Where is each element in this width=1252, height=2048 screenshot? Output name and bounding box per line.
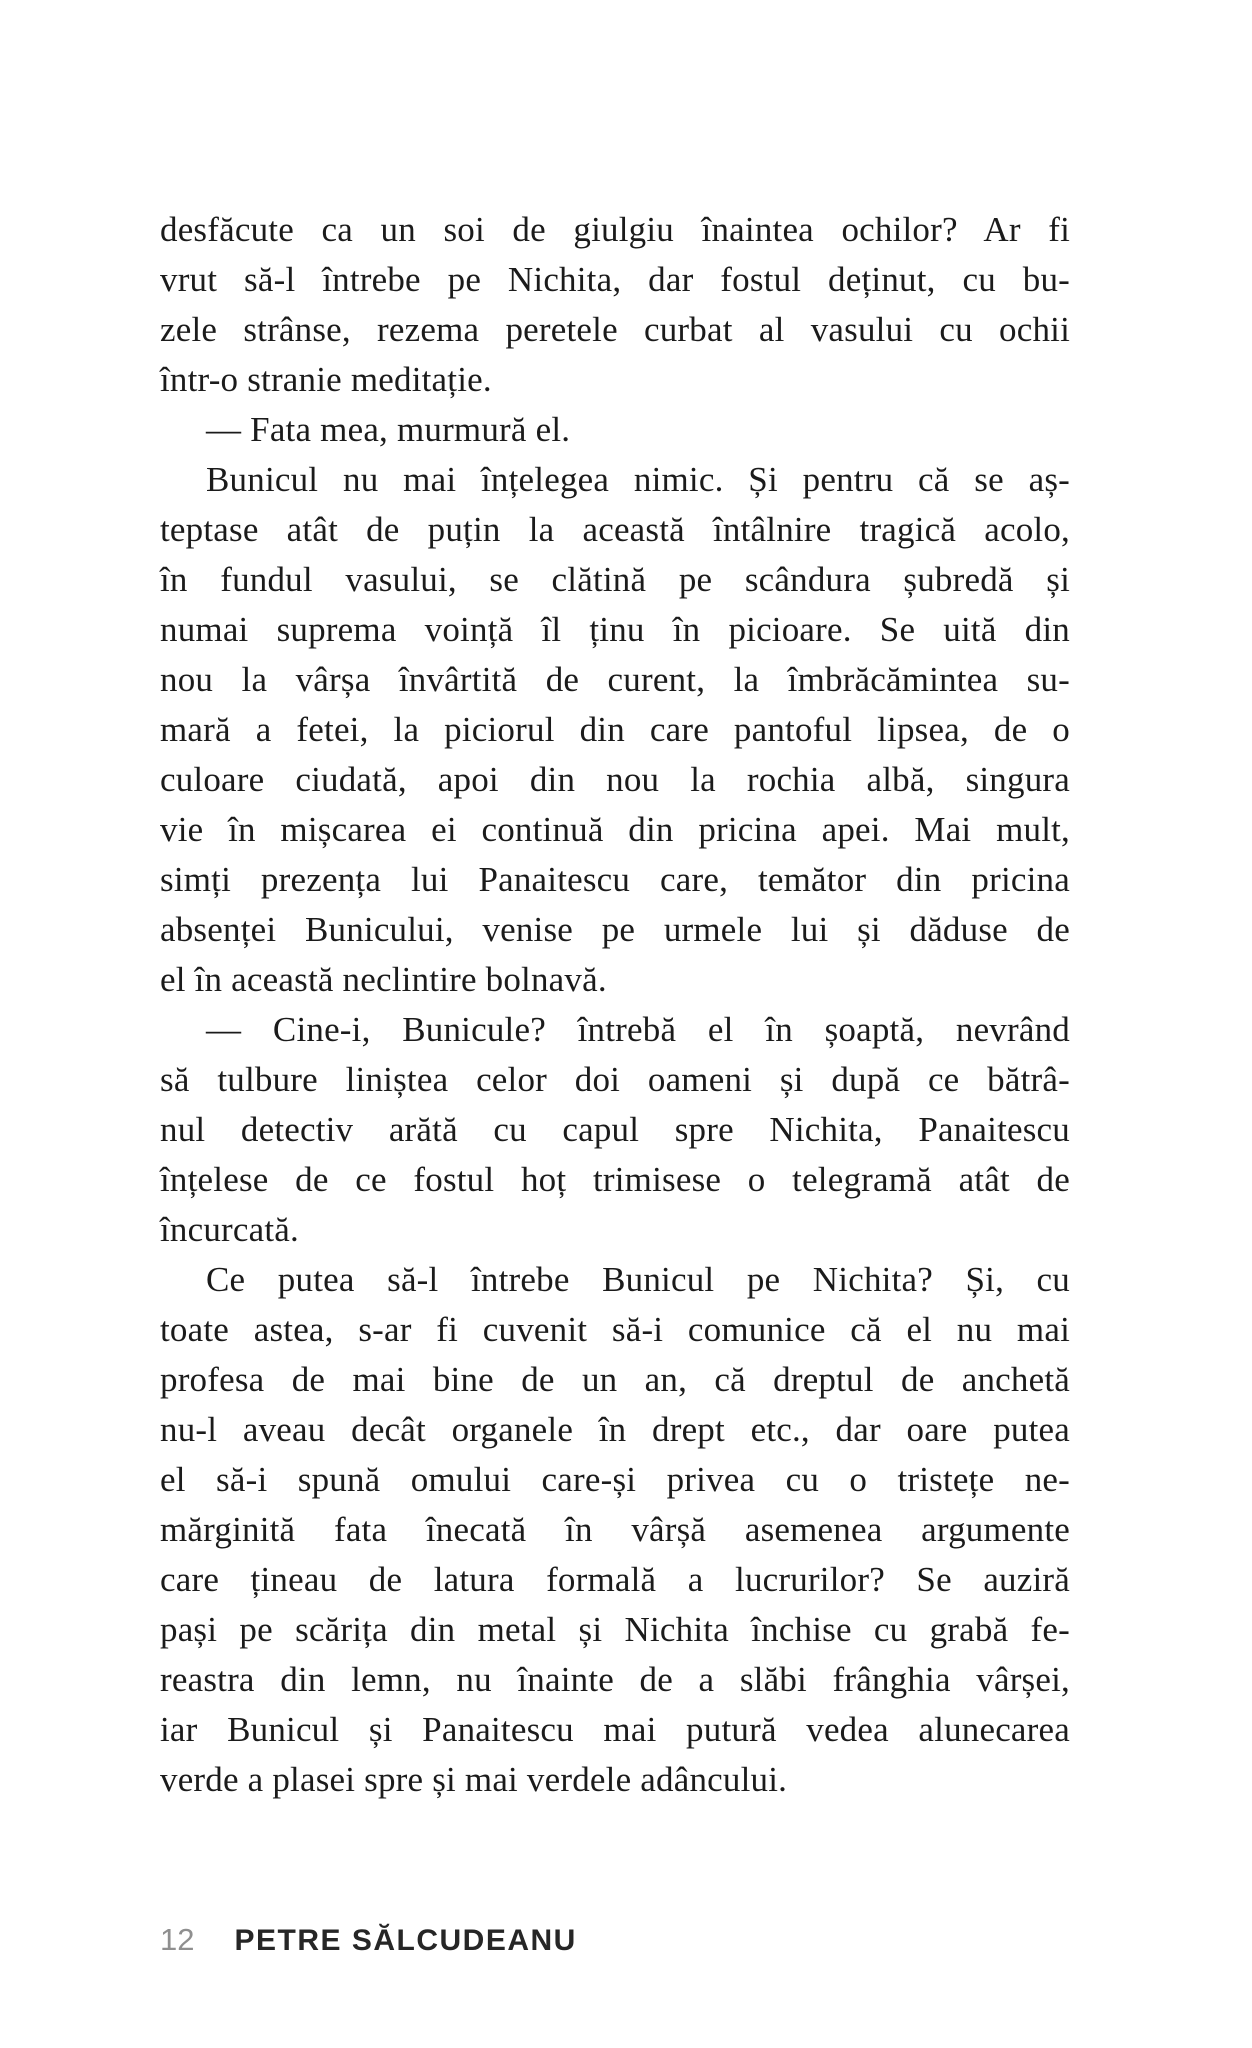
text-line: Ce putea să-l întrebe Bunicul pe Nichita? Și, cu [206, 1260, 1070, 1299]
text-line: iar Bunicul și Panaitescu mai putură vedea alunecarea [160, 1710, 1070, 1749]
text-line: el să-i spună omului care-și privea cu o tristețe ne- [160, 1460, 1070, 1499]
text-block [160, 205, 1070, 1805]
text-line: vie în mișcarea ei continuă din pricina apei. Mai mult, [160, 810, 1070, 849]
text-line: care țineau de latura formală a lucrurilor? Se auziră [160, 1560, 1070, 1599]
text-line: desfăcute ca un soi de giulgiu înaintea ochilor? Ar fi [160, 210, 1070, 249]
text-line: culoare ciudată, apoi din nou la rochia albă, singura [160, 760, 1070, 799]
text-line: vrut să-l întrebe pe Nichita, dar fostul deținut, cu bu- [160, 260, 1070, 299]
text-line: într-o stranie meditație. [160, 360, 492, 399]
text-line: zele strânse, rezema peretele curbat al vasului cu ochii [160, 310, 1070, 349]
page-number: 12 [160, 1922, 195, 1957]
text-line: Bunicul nu mai înțelegea nimic. Și pentru că se aș- [206, 460, 1070, 499]
text-line: profesa de mai bine de un an, că dreptul de anchetă [160, 1360, 1070, 1399]
text-line: încurcată. [160, 1210, 299, 1249]
text-line: numai suprema voință îl ținu în picioare. Se uită din [160, 610, 1070, 649]
text-line: în fundul vasului, se clătină pe scândura șubredă și [160, 560, 1070, 599]
text-line: — Fata mea, murmură el. [206, 410, 571, 449]
text-line: teptase atât de puțin la această întâlnire tragică acolo, [160, 510, 1070, 549]
text-line: mară a fetei, la piciorul din care pantoful lipsea, de o [160, 710, 1070, 749]
text-line: reastra din lemn, nu înainte de a slăbi frânghia vârșei, [160, 1660, 1070, 1699]
text-line: toate astea, s-ar fi cuvenit să-i comunice că el nu mai [160, 1310, 1070, 1349]
text-line: — Cine-i, Bunicule? întrebă el în șoaptă, nevrând [206, 1010, 1070, 1049]
text-line: mărginită fata înecată în vârșă asemenea argumente [160, 1510, 1070, 1549]
text-line: nou la vârșa învârtită de curent, la îmbrăcămintea su- [160, 660, 1070, 699]
text-line: înțelese de ce fostul hoț trimisese o telegramă atât de [160, 1160, 1070, 1199]
page-footer [160, 1922, 577, 1958]
text-line: el în această neclintire bolnavă. [160, 960, 607, 999]
running-footer-author: PETRE SĂLCUDEANU [234, 1924, 577, 1957]
text-line: verde a plasei spre și mai verdele adâncului. [160, 1760, 788, 1799]
text-line: pași pe scărița din metal și Nichita închise cu grabă fe- [160, 1610, 1070, 1649]
text-line: simți prezența lui Panaitescu care, temător din pricina [160, 860, 1070, 899]
text-line: nul detectiv arătă cu capul spre Nichita, Panaitescu [160, 1110, 1070, 1149]
text-line: absenței Bunicului, venise pe urmele lui și dăduse de [160, 910, 1070, 949]
text-line: nu-l aveau decât organele în drept etc., dar oare putea [160, 1410, 1070, 1449]
text-line: să tulbure liniștea celor doi oameni și după ce bătrâ- [160, 1060, 1070, 1099]
